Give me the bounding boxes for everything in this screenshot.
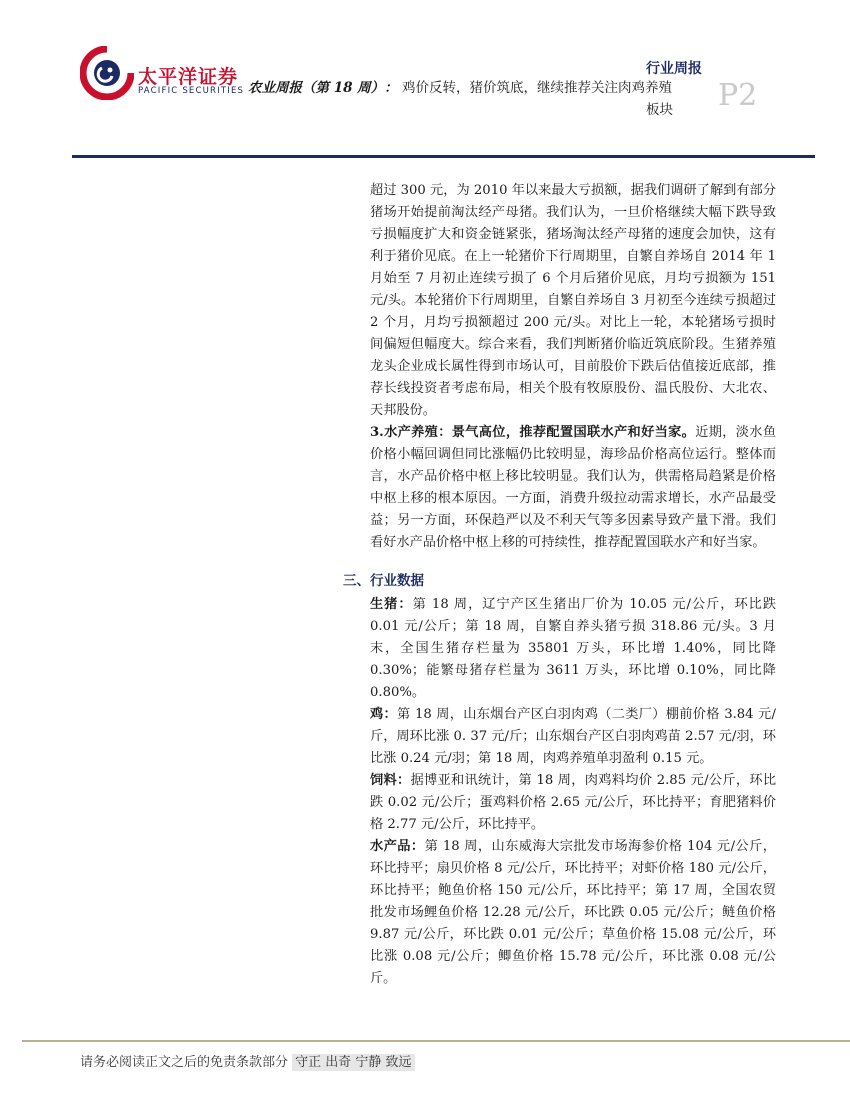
footer-motto: 守正 出奇 宁静 致远 [292,1054,414,1071]
data-item-feed [370,770,776,836]
header-divider [72,155,815,158]
company-logo [80,46,134,100]
paragraph-pig: 超过 300 元，为 2010 年以来最大亏损额，据我们调研了解到有部分猪场开始提前淘汰经产母猪。我们认为，一旦价格继续大幅下跌导致亏损幅度扩大和资金链紧张，猪场淘汰经产母猪的速度会加快，这有利于猪价见底。在上一轮猪价下行周期里，自繁自养场自 2014 年 1 月始至 7 月初止连续亏损了 6 个月后猪价见底，月均亏损额为 151 元/头。本轮猪价下行周期里，自繁自养场自 3 月初至今连续亏损超过 2 个月，月均亏损额超过 200 元/头。对比上一轮，本轮猪场亏损时间偏短但幅度大。综合来看，我们判断猪价临近筑底阶段。生猪养殖龙头企业成长属性得到市场认可，目前股价下跌后估值接近底部，推荐长线投资者考虑布局，相关个股有牧原股份、温氏股份、大北农、天邦股份。 [370,183,776,418]
footer-divider [22,1040,850,1042]
paragraph-aquatic [370,422,776,554]
data-item-text: 第 18 周，山东烟台产区白羽肉鸡（二类厂）棚前价格 3.84 元/斤，周环比涨 0. 37 元/斤；山东烟台产区白羽肉鸡苗 2.57 元/羽，环比涨 0.24 元/羽；第 18 周，肉鸡养殖单羽盈利 0.15 元。 [370,707,777,766]
data-item-text: 据博亚和讯统计，第 18 周，肉鸡料均价 2.85 元/公斤，环比跌 0.02 元/公斤；蛋鸡料价格 2.65 元/公斤，环比持平；育肥猪料价格 2.77 元/公斤，环比持平。 [370,773,777,832]
section-heading: 三、行业数据 [343,573,424,589]
body-text [343,180,777,990]
footer [80,1051,415,1070]
data-item-pig [370,594,776,704]
data-item-label: 生猪： [370,597,413,612]
data-item-text: 第 18 周，山东威海大宗批发市场海参价格 104 元/公斤，环比持平；扇贝价格 8 元/公斤，环比持平；对虾价格 180 元/公斤，环比持平；鲍鱼价格 150 元/公斤，环比持平；第 17 周，全国农贸批发市场鲤鱼价格 12.28 元/公斤，环比跌 0.05 元/公斤；鲢鱼价格 9.87 元/公斤，环比跌 0.01 元/公斤；草鱼价格 15.08 元/公斤，环比涨 0.08 元/公斤；鲫鱼价格 15.78 元/公斤，环比涨 0.08 元/公斤。 [370,839,776,986]
doc-title-lead: 农业周报（第 18 周）： [248,80,398,96]
data-item-label: 饲料： [370,773,411,788]
data-item-chicken [370,704,776,770]
doc-title-line2: 板块 [646,102,673,118]
doc-title [248,76,672,96]
report-type: 行业周报 [646,61,702,77]
aquatic-heading: 3.水产养殖：景气高位，推荐配置国联水产和好当家。 [370,425,696,440]
footer-disclaimer: 请务必阅读正文之后的免责条款部分 [80,1055,289,1070]
company-name-cn: 太平洋证券 [138,66,239,88]
company-name-en: PACIFIC SECURITIES [138,86,245,96]
data-item-text: 第 18 周，辽宁产区生猪出厂价为 10.05 元/公斤，环比跌 0.01 元/公斤；第 18 周，自繁自养头猪亏损 318.86 元/头。3 月末，全国生猪存栏量为 35801 万头，环比增 1.40%，同比降 0.30%；能繁母猪存栏量为 3611 万头，环比增 0.10%，同比降 0.80%。 [370,597,776,700]
aquatic-body: 近期，淡水鱼价格小幅回调但同比涨幅仍比较明显，海珍品价格高位运行。整体而言，水产品价格中枢上移比较明显。我们认为，供需格局趋紧是价格中枢上移的根本原因。一方面，消费升级拉动需求增长，水产品最受益；另一方面，环保趋严以及不利天气等多因素导致产量下滑。我们看好水产品价格中枢上移的可持续性，推荐配置国联水产和好当家。 [370,425,777,550]
data-item-aquatic [370,836,776,990]
page-number: P2 [718,78,758,113]
doc-title-rest: 鸡价反转，猪价筑底，继续推荐关注肉鸡养殖 [401,80,672,96]
data-item-label: 水产品： [370,839,425,854]
data-item-label: 鸡： [370,707,397,722]
